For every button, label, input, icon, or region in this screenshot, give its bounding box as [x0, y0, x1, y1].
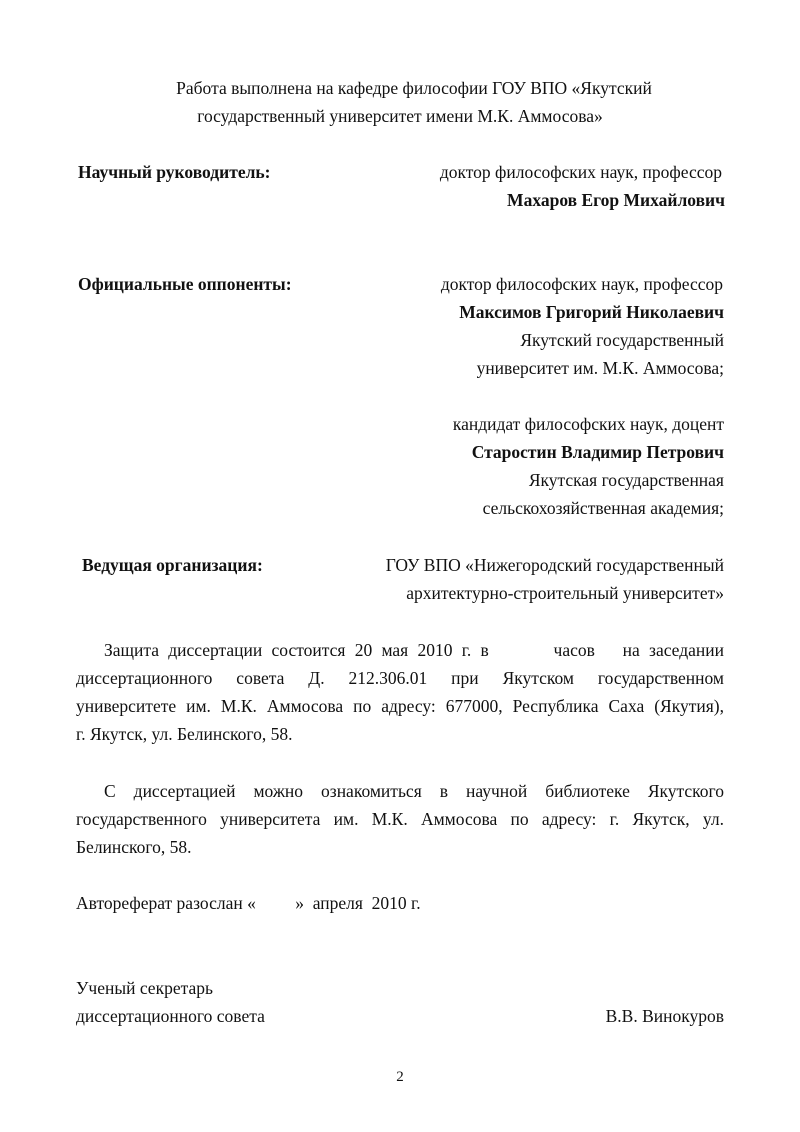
library-line-1: С диссертацией можно ознакомиться в научной библиотеке Якутского	[104, 781, 724, 801]
supervisor-name: Махаров Егор Михайлович	[507, 190, 725, 210]
defense-line-1: Защита диссертации состоится 20 мая 2010 г. в часов на заседании	[104, 640, 724, 660]
header-line-2: государственный университет имени М.К. Аммосова»	[197, 106, 603, 126]
library-line-3: Белинского, 58.	[76, 837, 192, 857]
leading-org-line-1: ГОУ ВПО «Нижегородский государственный	[385, 555, 724, 575]
opponent-1-org-line-1: Якутский государственный	[520, 330, 724, 350]
abstract-sent-line: Автореферат разослан « » апреля 2010 г.	[76, 893, 421, 913]
page-number: 2	[396, 1069, 404, 1085]
defense-line-2: диссертационного совета Д. 212.306.01 при Якутском государственном	[76, 668, 724, 688]
leading-org-line-2: архитектурно-строительный университет»	[406, 583, 724, 603]
opponent-1-name: Максимов Григорий Николаевич	[459, 302, 724, 322]
leading-org-label: Ведущая организация:	[82, 555, 263, 575]
secretary-name: В.В. Винокуров	[605, 1006, 724, 1026]
opponent-2-title: кандидат философских наук, доцент	[452, 414, 724, 434]
library-line-2: государственного университета им. М.К. Аммосова по адресу: г. Якутск, ул.	[76, 809, 724, 829]
opponent-1-title: доктор философских наук, профессор	[440, 274, 723, 294]
opponents-label: Официальные оппоненты:	[78, 274, 292, 294]
opponent-2-org-line-2: сельскохозяйственная академия;	[482, 498, 724, 518]
secretary-title-line-1: Ученый секретарь	[76, 978, 213, 998]
secretary-title-line-2: диссертационного совета	[76, 1006, 265, 1026]
header-line-1: Работа выполнена на кафедре философии ГОУ ВПО «Якутский	[176, 78, 652, 98]
supervisor-label: Научный руководитель:	[78, 162, 271, 182]
supervisor-title: доктор философских наук, профессор	[439, 162, 722, 182]
opponent-2-org-line-1: Якутская государственная	[528, 470, 724, 490]
opponent-2-name: Старостин Владимир Петрович	[471, 442, 724, 462]
opponent-1-org-line-2: университет им. М.К. Аммосова;	[476, 358, 724, 378]
defense-line-4: г. Якутск, ул. Белинского, 58.	[76, 724, 293, 744]
defense-line-3: университете им. М.К. Аммосова по адресу: 677000, Республика Саха (Якутия),	[76, 696, 724, 716]
